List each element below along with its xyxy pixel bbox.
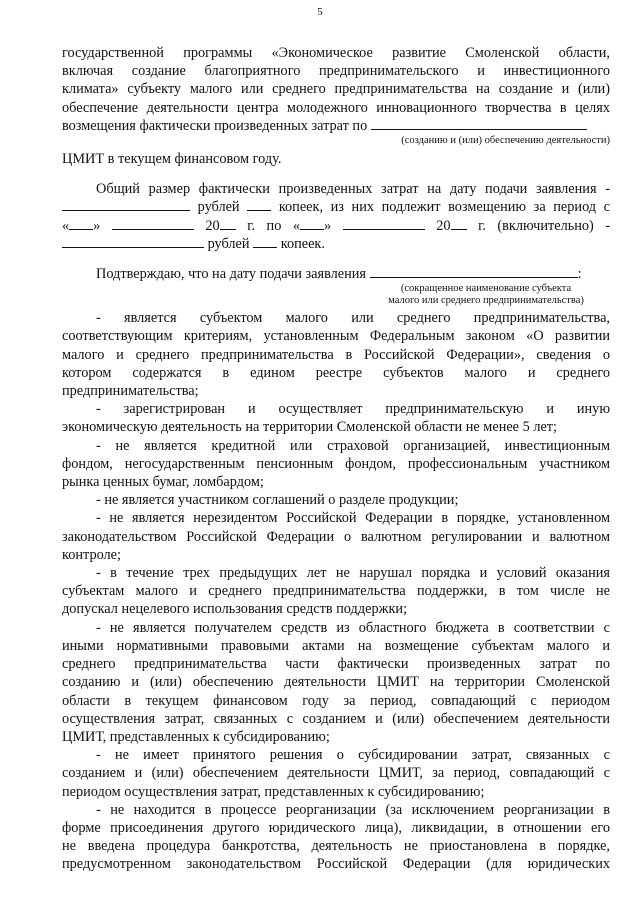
list-item bbox=[62, 564, 610, 619]
field-hint: (созданию и (или) обеспечению деятельности) bbox=[401, 135, 610, 147]
text-line: ЦМИТ в текущем финансовом году. bbox=[62, 151, 282, 168]
text-line: субъектам малого и среднего предпринимательства поддержки, в том числе не bbox=[62, 583, 610, 600]
list-item bbox=[62, 746, 610, 801]
text-line: - не имеет принятого решения о субсидировании затрат, связанных с bbox=[96, 747, 610, 764]
text-line: - в течение трех предыдущих лет не нарушал порядка и условий оказания bbox=[96, 565, 610, 582]
list-item bbox=[62, 619, 610, 746]
text-line: созданию и (или) обеспечению деятельности ЦМИТ на территории Смоленской bbox=[62, 674, 610, 691]
text-line: допускал нецелевого использования средств поддержки; bbox=[62, 601, 408, 618]
paragraph-confirm bbox=[62, 265, 610, 307]
text-line bbox=[62, 235, 610, 253]
text-line: - не является получателем средств из областного бюджета в соответствии с bbox=[96, 619, 610, 636]
text-fragment: 20 bbox=[436, 217, 451, 234]
text-line: - не является кредитной или страховой организацией, инвестиционным bbox=[96, 437, 610, 454]
text-line: контроле; bbox=[62, 546, 122, 563]
text-fragment: » bbox=[93, 217, 101, 234]
paragraph-costs bbox=[62, 180, 610, 253]
list-item bbox=[62, 491, 610, 509]
list-item bbox=[62, 509, 610, 564]
text-line: среднего предпринимательства части фактически произведенных затрат по bbox=[62, 656, 610, 673]
blank-entity-name[interactable] bbox=[370, 265, 578, 278]
blank-kopecks[interactable] bbox=[247, 198, 271, 211]
text-line: предусмотренном законодательством Российской Федерации (для юридических bbox=[62, 856, 610, 873]
text-line: периодом осуществления затрат, представленных к субсидированию; bbox=[62, 783, 485, 800]
text-line: котором содержатся в едином реестре субъектов малого и среднего bbox=[62, 364, 610, 381]
paragraph-program bbox=[62, 44, 610, 168]
text-line: соответствующим критериям, установленным Федеральным законом «О развитии bbox=[62, 328, 610, 345]
text-line: иными нормативными правовыми актами на возмещение субъектам малого и bbox=[62, 637, 610, 654]
blank-rubles[interactable] bbox=[62, 198, 190, 211]
list-item bbox=[62, 801, 610, 874]
text-line: государственной программы «Экономическое развитие Смоленской области, bbox=[62, 45, 610, 61]
text-line: обеспечение деятельности центра молодежного инновационного творчества в целях bbox=[62, 99, 610, 116]
text-line bbox=[62, 265, 610, 283]
text-fragment: копеек, из них подлежит возмещению за период с bbox=[278, 199, 611, 216]
text-line: - не является участником соглашений о разделе продукции; bbox=[96, 492, 459, 509]
text-line: Общий размер фактически произведенных затрат на дату подачи заявления - bbox=[96, 181, 610, 198]
blank-year-from[interactable] bbox=[220, 217, 236, 230]
text-line: созданием и (или) обеспечением деятельности ЦМИТ, за период, совпадающий с bbox=[62, 765, 610, 782]
field-hint: (сокращенное наименование субъекта bbox=[400, 283, 572, 295]
list-item bbox=[62, 309, 610, 400]
blank-day-to[interactable] bbox=[300, 217, 324, 230]
text-fragment: » bbox=[324, 217, 332, 234]
text-fragment: рублей bbox=[197, 199, 240, 216]
text-line: ЦМИТ, представленных к субсидированию; bbox=[62, 728, 330, 745]
text-line: - зарегистрирован и осуществляет предпринимательскую и иную bbox=[96, 401, 610, 418]
text-line: - не является нерезидентом Российской Федерации в порядке, установленном bbox=[96, 510, 610, 527]
text-line: экономическую деятельность на территории Смоленской области не менее 5 лет; bbox=[62, 419, 558, 436]
text-fragment: возмещения фактически произведенных затрат по bbox=[62, 117, 368, 134]
list-item bbox=[62, 437, 610, 492]
text-fragment: « bbox=[62, 217, 70, 234]
text-line: рынка ценных бумаг, ломбардом; bbox=[62, 474, 264, 491]
document-body bbox=[62, 44, 610, 874]
text-fragment: Подтверждаю, что на дату подачи заявления bbox=[96, 266, 366, 283]
text-line: малого и среднего предпринимательства в Российской Федерации», сведения о bbox=[62, 346, 610, 363]
page-number: 5 bbox=[317, 6, 323, 18]
text-fragment: г. по « bbox=[247, 217, 301, 234]
blank-month-to[interactable] bbox=[343, 217, 425, 230]
text-line: - не находится в процессе реорганизации (за исключением реорганизации в bbox=[96, 801, 610, 818]
text-line: не введена процедура банкротства, деятельность не приостановлена в порядке, bbox=[62, 838, 610, 855]
text-line bbox=[62, 198, 610, 216]
text-line: фондом, негосударственным пенсионным фондом, профессиональным участником bbox=[62, 455, 610, 472]
blank-year-to[interactable] bbox=[451, 217, 467, 230]
text-fragment: копеек. bbox=[280, 235, 325, 252]
blank-kopecks-refund[interactable] bbox=[253, 235, 277, 248]
text-line bbox=[62, 217, 610, 235]
text-fragment: 20 bbox=[205, 217, 220, 234]
blank-line[interactable] bbox=[371, 117, 587, 130]
text-line: включая создание благоприятного предпринимательского и инвестиционного bbox=[62, 63, 610, 80]
text-fragment: : bbox=[577, 266, 582, 283]
blank-day-from[interactable] bbox=[69, 217, 93, 230]
conditions-list bbox=[62, 309, 610, 873]
list-item bbox=[62, 400, 610, 436]
text-fragment: г. (включительно) - bbox=[478, 217, 611, 234]
text-fragment: рублей bbox=[207, 235, 250, 252]
text-line: области в текущем финансовом году за период, совпадающий с периодом bbox=[62, 692, 610, 709]
text-line bbox=[62, 117, 610, 135]
text-line: климата» субъекту малого или среднего предпринимательства на создание и (или) bbox=[62, 81, 610, 98]
text-line: законодательством Российской Федерации о валютном регулировании и валютном bbox=[62, 528, 610, 545]
blank-rubles-refund[interactable] bbox=[62, 235, 204, 248]
blank-month-from[interactable] bbox=[112, 217, 194, 230]
text-line: форме присоединения другого юридического лица), ликвидации, в отношении его bbox=[62, 819, 610, 836]
text-line: - является субъектом малого или среднего предпринимательства, bbox=[96, 310, 610, 327]
field-hint: малого или среднего предпринимательства) bbox=[388, 295, 584, 307]
text-line: осуществления затрат, связанных с созданием и (или) обеспечением деятельности bbox=[62, 710, 610, 727]
text-line: предпринимательства; bbox=[62, 383, 199, 400]
